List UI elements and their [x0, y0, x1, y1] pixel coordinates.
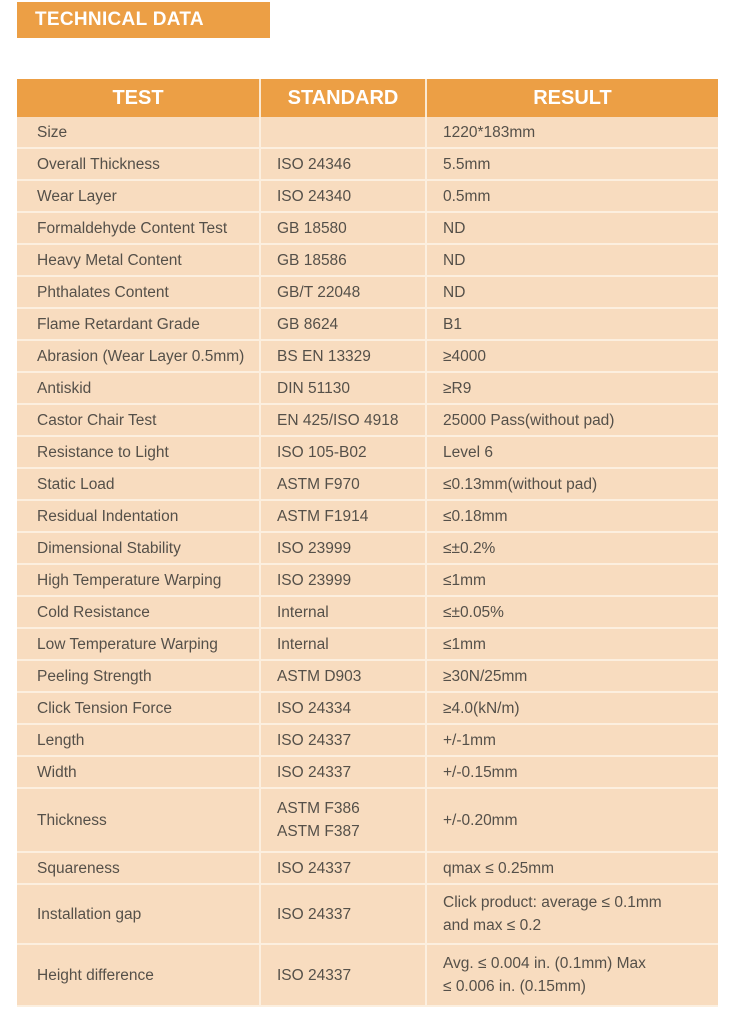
table-row [17, 788, 718, 852]
column-header-standard: STANDARD [260, 79, 426, 117]
result-cell: ≤0.13mm(without pad) [426, 468, 718, 500]
test-cell: Castor Chair Test [17, 404, 260, 436]
test-cell: Height difference [17, 944, 260, 1006]
test-cell: Formaldehyde Content Test [17, 212, 260, 244]
table-row [17, 500, 718, 532]
result-cell: ≥4.0(kN/m) [426, 692, 718, 724]
table-row [17, 180, 718, 212]
test-cell: Dimensional Stability [17, 532, 260, 564]
column-header-test: TEST [17, 79, 260, 117]
standard-cell [260, 788, 426, 852]
standard-cell: ASTM F970 [260, 468, 426, 500]
result-line: ≤ 0.006 in. (0.15mm) [443, 978, 586, 995]
test-cell: High Temperature Warping [17, 564, 260, 596]
result-cell: B1 [426, 308, 718, 340]
table-row [17, 724, 718, 756]
table-row [17, 148, 718, 180]
table-row [17, 564, 718, 596]
standard-cell: GB 8624 [260, 308, 426, 340]
table-row [17, 756, 718, 788]
standard-cell: GB 18586 [260, 244, 426, 276]
test-cell: Static Load [17, 468, 260, 500]
result-cell: ≥30N/25mm [426, 660, 718, 692]
result-line: Click product: average ≤ 0.1mm [443, 894, 662, 911]
standard-cell: ISO 23999 [260, 532, 426, 564]
test-cell: Overall Thickness [17, 148, 260, 180]
result-line: and max ≤ 0.2 [443, 917, 542, 934]
test-cell: Squareness [17, 852, 260, 884]
technical-data-table [17, 79, 718, 1007]
column-header-result: RESULT [426, 79, 718, 117]
result-cell: ND [426, 276, 718, 308]
result-cell [426, 884, 718, 944]
standard-cell: Internal [260, 596, 426, 628]
table-row [17, 340, 718, 372]
result-cell: 1220*183mm [426, 117, 718, 148]
table-row [17, 308, 718, 340]
test-cell: Low Temperature Warping [17, 628, 260, 660]
test-cell: Peeling Strength [17, 660, 260, 692]
result-cell: +/-1mm [426, 724, 718, 756]
test-cell: Abrasion (Wear Layer 0.5mm) [17, 340, 260, 372]
standard-cell: ISO 24337 [260, 724, 426, 756]
result-cell: 0.5mm [426, 180, 718, 212]
table-row [17, 884, 718, 944]
test-cell: Antiskid [17, 372, 260, 404]
standard-cell: BS EN 13329 [260, 340, 426, 372]
result-cell: ≤1mm [426, 628, 718, 660]
standard-cell: ISO 105-B02 [260, 436, 426, 468]
result-cell: qmax ≤ 0.25mm [426, 852, 718, 884]
table-row [17, 244, 718, 276]
result-cell: 5.5mm [426, 148, 718, 180]
table-header-row [17, 79, 718, 117]
table-row [17, 117, 718, 148]
result-cell: ND [426, 212, 718, 244]
table-row [17, 372, 718, 404]
test-cell: Cold Resistance [17, 596, 260, 628]
test-cell: Heavy Metal Content [17, 244, 260, 276]
standard-cell: ISO 24337 [260, 884, 426, 944]
result-cell: Level 6 [426, 436, 718, 468]
result-cell: ≥4000 [426, 340, 718, 372]
standard-cell: ASTM F1914 [260, 500, 426, 532]
result-line: Avg. ≤ 0.004 in. (0.1mm) Max [443, 955, 646, 972]
test-cell: Size [17, 117, 260, 148]
table-row [17, 436, 718, 468]
section-title: TECHNICAL DATA [17, 2, 270, 38]
result-cell: +/-0.15mm [426, 756, 718, 788]
table-row [17, 628, 718, 660]
standard-cell: Internal [260, 628, 426, 660]
result-cell: 25000 Pass(without pad) [426, 404, 718, 436]
table-row [17, 468, 718, 500]
table-row [17, 660, 718, 692]
standard-cell: ISO 24346 [260, 148, 426, 180]
result-cell [426, 944, 718, 1006]
test-cell: Width [17, 756, 260, 788]
table-row [17, 852, 718, 884]
standard-line: ASTM F386 [277, 800, 360, 817]
table-row [17, 276, 718, 308]
test-cell: Phthalates Content [17, 276, 260, 308]
test-cell: Click Tension Force [17, 692, 260, 724]
standard-cell: ISO 24337 [260, 756, 426, 788]
result-cell: ≥R9 [426, 372, 718, 404]
test-cell: Installation gap [17, 884, 260, 944]
result-cell: ND [426, 244, 718, 276]
test-cell: Thickness [17, 788, 260, 852]
table-row [17, 212, 718, 244]
result-cell: +/-0.20mm [426, 788, 718, 852]
standard-cell: GB/T 22048 [260, 276, 426, 308]
standard-cell: ASTM D903 [260, 660, 426, 692]
standard-cell: DIN 51130 [260, 372, 426, 404]
result-cell: ≤±0.05% [426, 596, 718, 628]
result-cell: ≤1mm [426, 564, 718, 596]
standard-cell: GB 18580 [260, 212, 426, 244]
result-cell: ≤±0.2% [426, 532, 718, 564]
standard-cell: ISO 24337 [260, 944, 426, 1006]
table-row [17, 404, 718, 436]
table-row [17, 944, 718, 1006]
table-row [17, 692, 718, 724]
test-cell: Length [17, 724, 260, 756]
test-cell: Resistance to Light [17, 436, 260, 468]
standard-cell: ISO 24334 [260, 692, 426, 724]
standard-cell: ISO 24337 [260, 852, 426, 884]
test-cell: Residual Indentation [17, 500, 260, 532]
standard-line: ASTM F387 [277, 823, 360, 840]
table-row [17, 596, 718, 628]
standard-cell [260, 117, 426, 148]
table-row [17, 532, 718, 564]
standard-cell: ISO 23999 [260, 564, 426, 596]
result-cell: ≤0.18mm [426, 500, 718, 532]
test-cell: Wear Layer [17, 180, 260, 212]
test-cell: Flame Retardant Grade [17, 308, 260, 340]
standard-cell: EN 425/ISO 4918 [260, 404, 426, 436]
standard-cell: ISO 24340 [260, 180, 426, 212]
